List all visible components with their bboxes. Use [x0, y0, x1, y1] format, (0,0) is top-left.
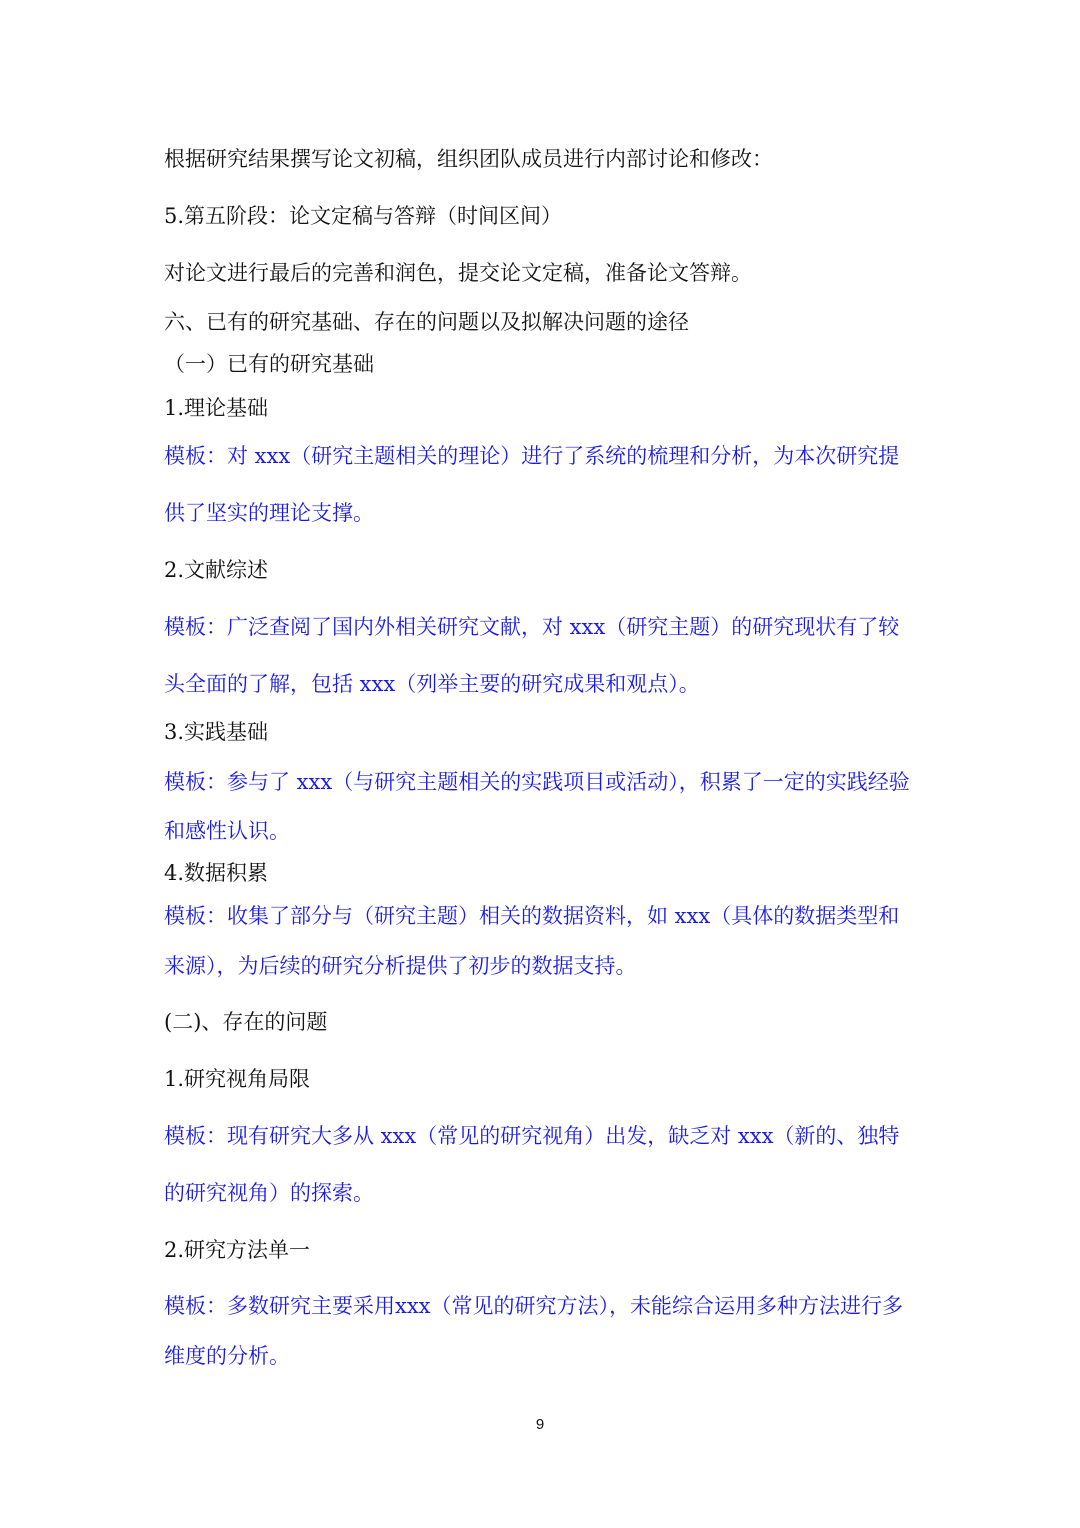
template-method-line-1: 模板：多数研究主要采用xxx（常见的研究方法），未能综合运用多种方法进行多 — [164, 1294, 904, 1318]
template-theory-line-1: 模板：对 xxx（研究主题相关的理论）进行了系统的梳理和分析，为本次研究提 — [164, 444, 900, 468]
theory-basis-heading: 1.理论基础 — [164, 396, 269, 420]
section-six-heading: 六、已有的研究基础、存在的问题以及拟解决问题的途径 — [164, 310, 689, 334]
template-practice-line-2: 和感性认识。 — [164, 819, 290, 843]
data-accumulation-heading: 4.数据积累 — [164, 861, 269, 885]
template-perspective-line-2: 的研究视角）的探索。 — [164, 1181, 374, 1205]
template-perspective-line-1: 模板：现有研究大多从 xxx（常见的研究视角）出发，缺乏对 xxx（新的、独特 — [164, 1124, 900, 1148]
template-practice-line-1: 模板：参与了 xxx（与研究主题相关的实践项目或活动），积累了一定的实践经验 — [164, 770, 910, 794]
body-paragraph-draft: 根据研究结果撰写论文初稿，组织团队成员进行内部讨论和修改： — [164, 147, 773, 171]
template-method-line-2: 维度的分析。 — [164, 1344, 290, 1368]
template-literature-line-1: 模板：广泛查阅了国内外相关研究文献，对 xxx（研究主题）的研究现状有了较 — [164, 615, 900, 639]
perspective-limit-heading: 1.研究视角局限 — [164, 1067, 311, 1091]
template-data-line-2: 来源），为后续的研究分析提供了初步的数据支持。 — [164, 954, 637, 978]
practice-basis-heading: 3.实践基础 — [164, 720, 269, 744]
subsection-one-heading: （一）已有的研究基础 — [164, 352, 374, 376]
page-number: 9 — [535, 1416, 545, 1433]
template-data-line-1: 模板：收集了部分与（研究主题）相关的数据资料，如 xxx（具体的数据类型和 — [164, 904, 900, 928]
stage-five-heading: 5.第五阶段：论文定稿与答辩（时间区间） — [164, 204, 563, 228]
subsection-two-heading: (二)、存在的问题 — [164, 1010, 328, 1034]
template-literature-line-2: 头全面的了解，包括 xxx（列举主要的研究成果和观点）。 — [164, 672, 700, 696]
body-paragraph-final: 对论文进行最后的完善和润色，提交论文定稿，准备论文答辩。 — [164, 261, 752, 285]
template-theory-line-2: 供了坚实的理论支撑。 — [164, 501, 374, 525]
literature-review-heading: 2.文献综述 — [164, 558, 269, 582]
method-single-heading: 2.研究方法单一 — [164, 1238, 311, 1262]
